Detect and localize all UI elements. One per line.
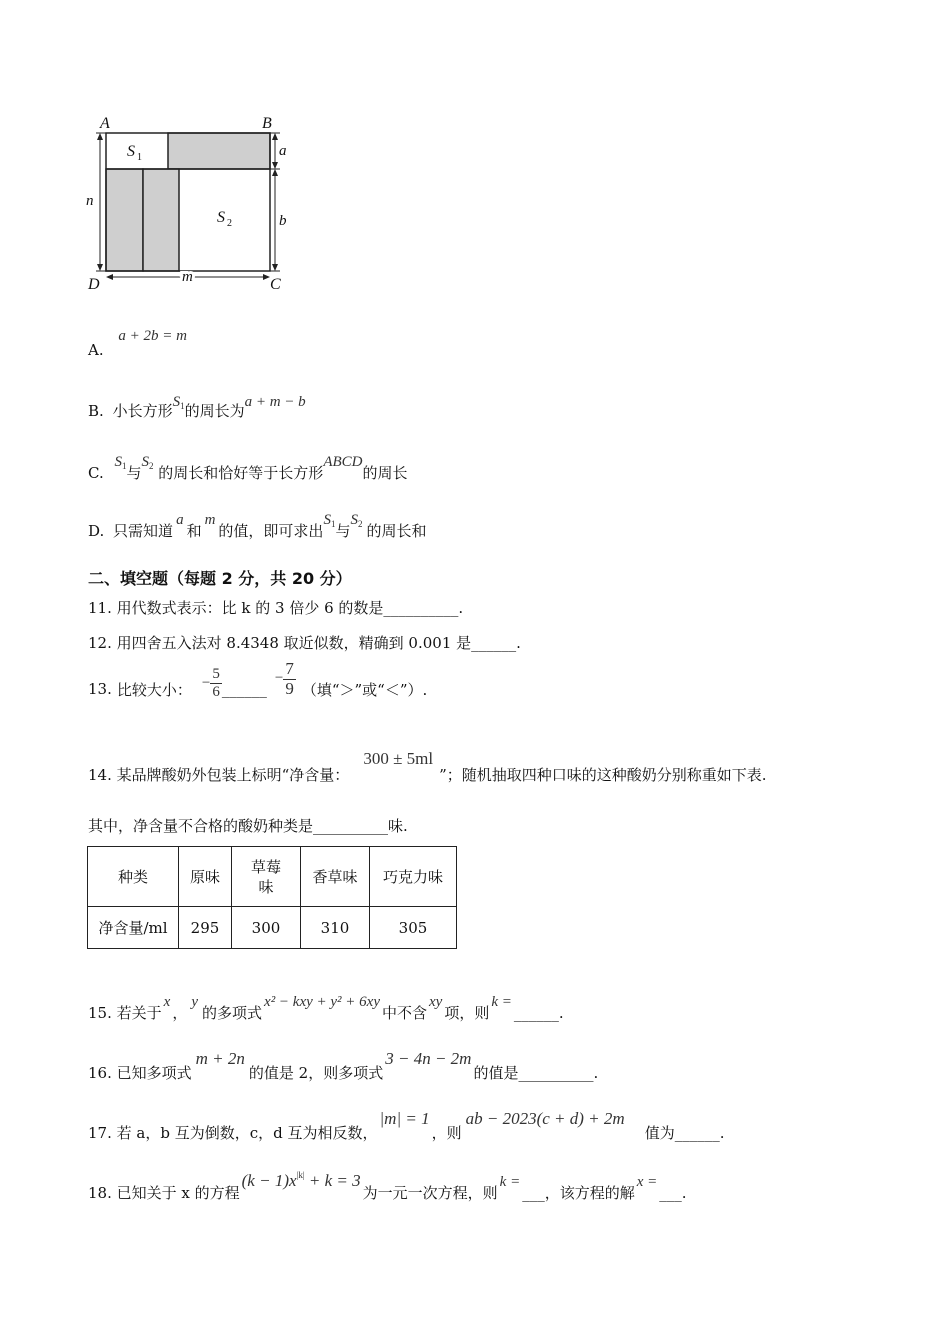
option-c-mid: 的周长和恰好等于长方形 (158, 464, 324, 482)
option-b-text: 小长方形 (112, 402, 173, 420)
q13-frac1-sign: − (201, 674, 211, 691)
option-a (88, 326, 187, 359)
dim-m-label: m (182, 269, 193, 285)
q16-number: 16. (88, 1064, 112, 1082)
option-a-math: a + 2b = m (118, 328, 187, 344)
q13-number: 13. (88, 680, 112, 698)
q15-number: 15. (88, 1004, 112, 1022)
q18-text2: 为一元一次方程，则 (362, 1184, 498, 1202)
option-d-before: 只需知道 (113, 522, 174, 540)
q13-frac2-sign: − (274, 669, 284, 686)
question-13 (88, 658, 428, 700)
table-header-cell: 种类 (88, 847, 179, 907)
option-d (88, 508, 427, 540)
q13-fraction-2 (283, 660, 296, 698)
q18-math1: (k − 1)x (241, 1171, 297, 1190)
s2-label: S (217, 209, 225, 226)
table-header-row (88, 847, 457, 907)
option-c-s2-sub: 2 (149, 461, 154, 471)
question-15 (88, 990, 564, 1022)
q15-poly: x² − kxy + y² + 6xy (264, 994, 380, 1010)
q12-text: 用四舍五入法对 8.4348 取近似数，精确到 0.001 是______. (116, 634, 521, 652)
table-header-cell (232, 847, 301, 907)
question-11 (88, 597, 463, 618)
q13-frac2-den: 9 (285, 678, 294, 698)
option-c-s1: S (114, 454, 122, 470)
q11-number: 11. (88, 599, 112, 617)
corner-d-label: D (88, 276, 100, 293)
q13-blank[interactable]: ______ (221, 680, 267, 698)
question-17 (88, 1108, 725, 1142)
q15-text2: 的多项式 (202, 1004, 263, 1022)
q18-k: k = (499, 1174, 521, 1190)
q13-frac2-num: 7 (285, 658, 294, 678)
q15-comma: ， (172, 1004, 188, 1022)
table-cell: 300 (232, 907, 301, 949)
option-b-s: S (172, 394, 181, 410)
question-12 (88, 632, 521, 653)
option-a-letter: A. (88, 341, 104, 359)
corner-b-label: B (262, 115, 272, 132)
q15-k: k = (491, 994, 512, 1010)
table-row (88, 907, 457, 949)
s1-label: S (127, 143, 135, 160)
q13-text-before: 比较大小： (116, 680, 192, 699)
q11-text: 用代数式表示：比 k 的 3 倍少 6 的数是__________. (116, 599, 464, 617)
q17-text1: 若 a，b 互为倒数，c，d 互为相反数， (116, 1124, 378, 1142)
yogurt-table (87, 846, 457, 949)
option-b-s-sub: 1 (180, 401, 185, 411)
option-c (88, 450, 408, 482)
q17-text3: 值为______. (644, 1124, 725, 1142)
question-14 (88, 748, 767, 784)
q16-text1: 已知多项式 (116, 1064, 192, 1082)
table-header-cell: 巧克力味 (370, 847, 457, 907)
q16-math2: 3 − 4n − 2m (385, 1049, 472, 1068)
table-header-strawberry: 草莓味 (250, 857, 281, 896)
option-d-and: 和 (186, 522, 202, 540)
q15-text1: 若关于 (116, 1004, 162, 1022)
q18-text1: 已知关于 x 的方程 (116, 1184, 240, 1202)
option-d-s2-sub: 2 (357, 519, 363, 529)
q14-number: 14. (88, 766, 112, 784)
q14-text-after: ”；随机抽取四种口味的这种酸奶分别称重如下表. (439, 766, 767, 784)
q13-text-after: （填“＞”或“＜”）. (301, 680, 428, 699)
q14-text-before: 某品牌酸奶外包装上标明“净含量： (116, 766, 350, 784)
option-b-mid: 的周长为 (184, 402, 245, 420)
table-cell: 295 (179, 907, 232, 949)
q17-math2: ab − 2023(c + d) + 2m (465, 1109, 625, 1128)
q14-math: 300 ± 5ml (363, 749, 434, 768)
option-b-math: a + m − b (244, 394, 306, 410)
table-header-cell: 原味 (179, 847, 232, 907)
q16-text2: 的值是 2，则多项式 (248, 1064, 384, 1082)
q16-math1: m + 2n (195, 1049, 245, 1068)
shaded-left-rect-1 (106, 169, 143, 271)
q13-fraction-1 (210, 666, 222, 700)
option-d-var-m: m (204, 512, 216, 528)
table-cell: 305 (370, 907, 457, 949)
s1-sub-label: 1 (137, 152, 142, 163)
q17-math1: |m| = 1 (379, 1109, 430, 1128)
table-header-cell: 香草味 (301, 847, 370, 907)
option-d-conj: 与 (335, 522, 351, 540)
q17-text2: ，则 (431, 1124, 462, 1142)
option-d-s1-sub: 1 (330, 519, 336, 529)
option-c-conj: 与 (126, 464, 142, 482)
dim-b-label: b (279, 213, 287, 229)
option-d-s1: S (323, 512, 331, 528)
q15-text3: 中不含 (382, 1004, 428, 1022)
q18-math1-sup: |k| (296, 1170, 305, 1180)
corner-a-label: A (100, 115, 110, 132)
question-14-line2: 其中，净含量不合格的酸奶种类是__________味. (88, 817, 408, 835)
s2-sub-label: 2 (227, 218, 232, 229)
option-b (88, 390, 306, 420)
q18-number: 18. (88, 1184, 112, 1202)
option-c-after: 的周长 (362, 464, 408, 482)
table-row-label: 净含量/ml (88, 907, 179, 949)
q15-text5[interactable]: ______. (513, 1004, 564, 1022)
dim-a-label: a (279, 143, 287, 159)
question-16 (88, 1048, 599, 1082)
option-d-s2: S (350, 512, 358, 528)
q15-x: x (163, 994, 171, 1010)
q16-text3: 的值是__________. (473, 1064, 599, 1082)
option-d-var-a: a (176, 512, 184, 528)
dim-n-label: n (86, 193, 94, 209)
option-d-letter: D. (88, 522, 105, 540)
q13-frac1-den: 6 (212, 683, 220, 700)
table-cell: 310 (301, 907, 370, 949)
q12-number: 12. (88, 634, 112, 652)
option-c-math: ABCD (323, 454, 363, 470)
q18-math1-tail: + k = 3 (304, 1171, 361, 1190)
section-title: 二、填空题（每题 2 分，共 20 分） (88, 569, 352, 588)
rectangle-figure (80, 110, 300, 295)
shaded-left-rect-2 (143, 169, 179, 271)
option-b-letter: B. (88, 402, 104, 420)
option-c-letter: C. (88, 464, 104, 482)
shaded-top-rect (168, 133, 270, 169)
corner-c-label: C (270, 276, 281, 293)
q18-text4: ___. (659, 1184, 687, 1202)
q15-y: y (191, 994, 199, 1010)
q15-text4: 项，则 (444, 1004, 490, 1022)
q15-xy: xy (429, 994, 443, 1010)
option-c-s1-sub: 1 (122, 461, 127, 471)
q13-frac1-num: 5 (212, 666, 220, 682)
q17-number: 17. (88, 1124, 112, 1142)
q18-text3: ___，该方程的解 (522, 1184, 635, 1202)
option-d-mid: 的值，即可求出 (218, 522, 324, 540)
option-c-s2: S (141, 454, 150, 470)
option-d-after: 的周长和 (366, 522, 427, 540)
q18-x: x = (636, 1174, 658, 1190)
question-18 (88, 1170, 687, 1202)
